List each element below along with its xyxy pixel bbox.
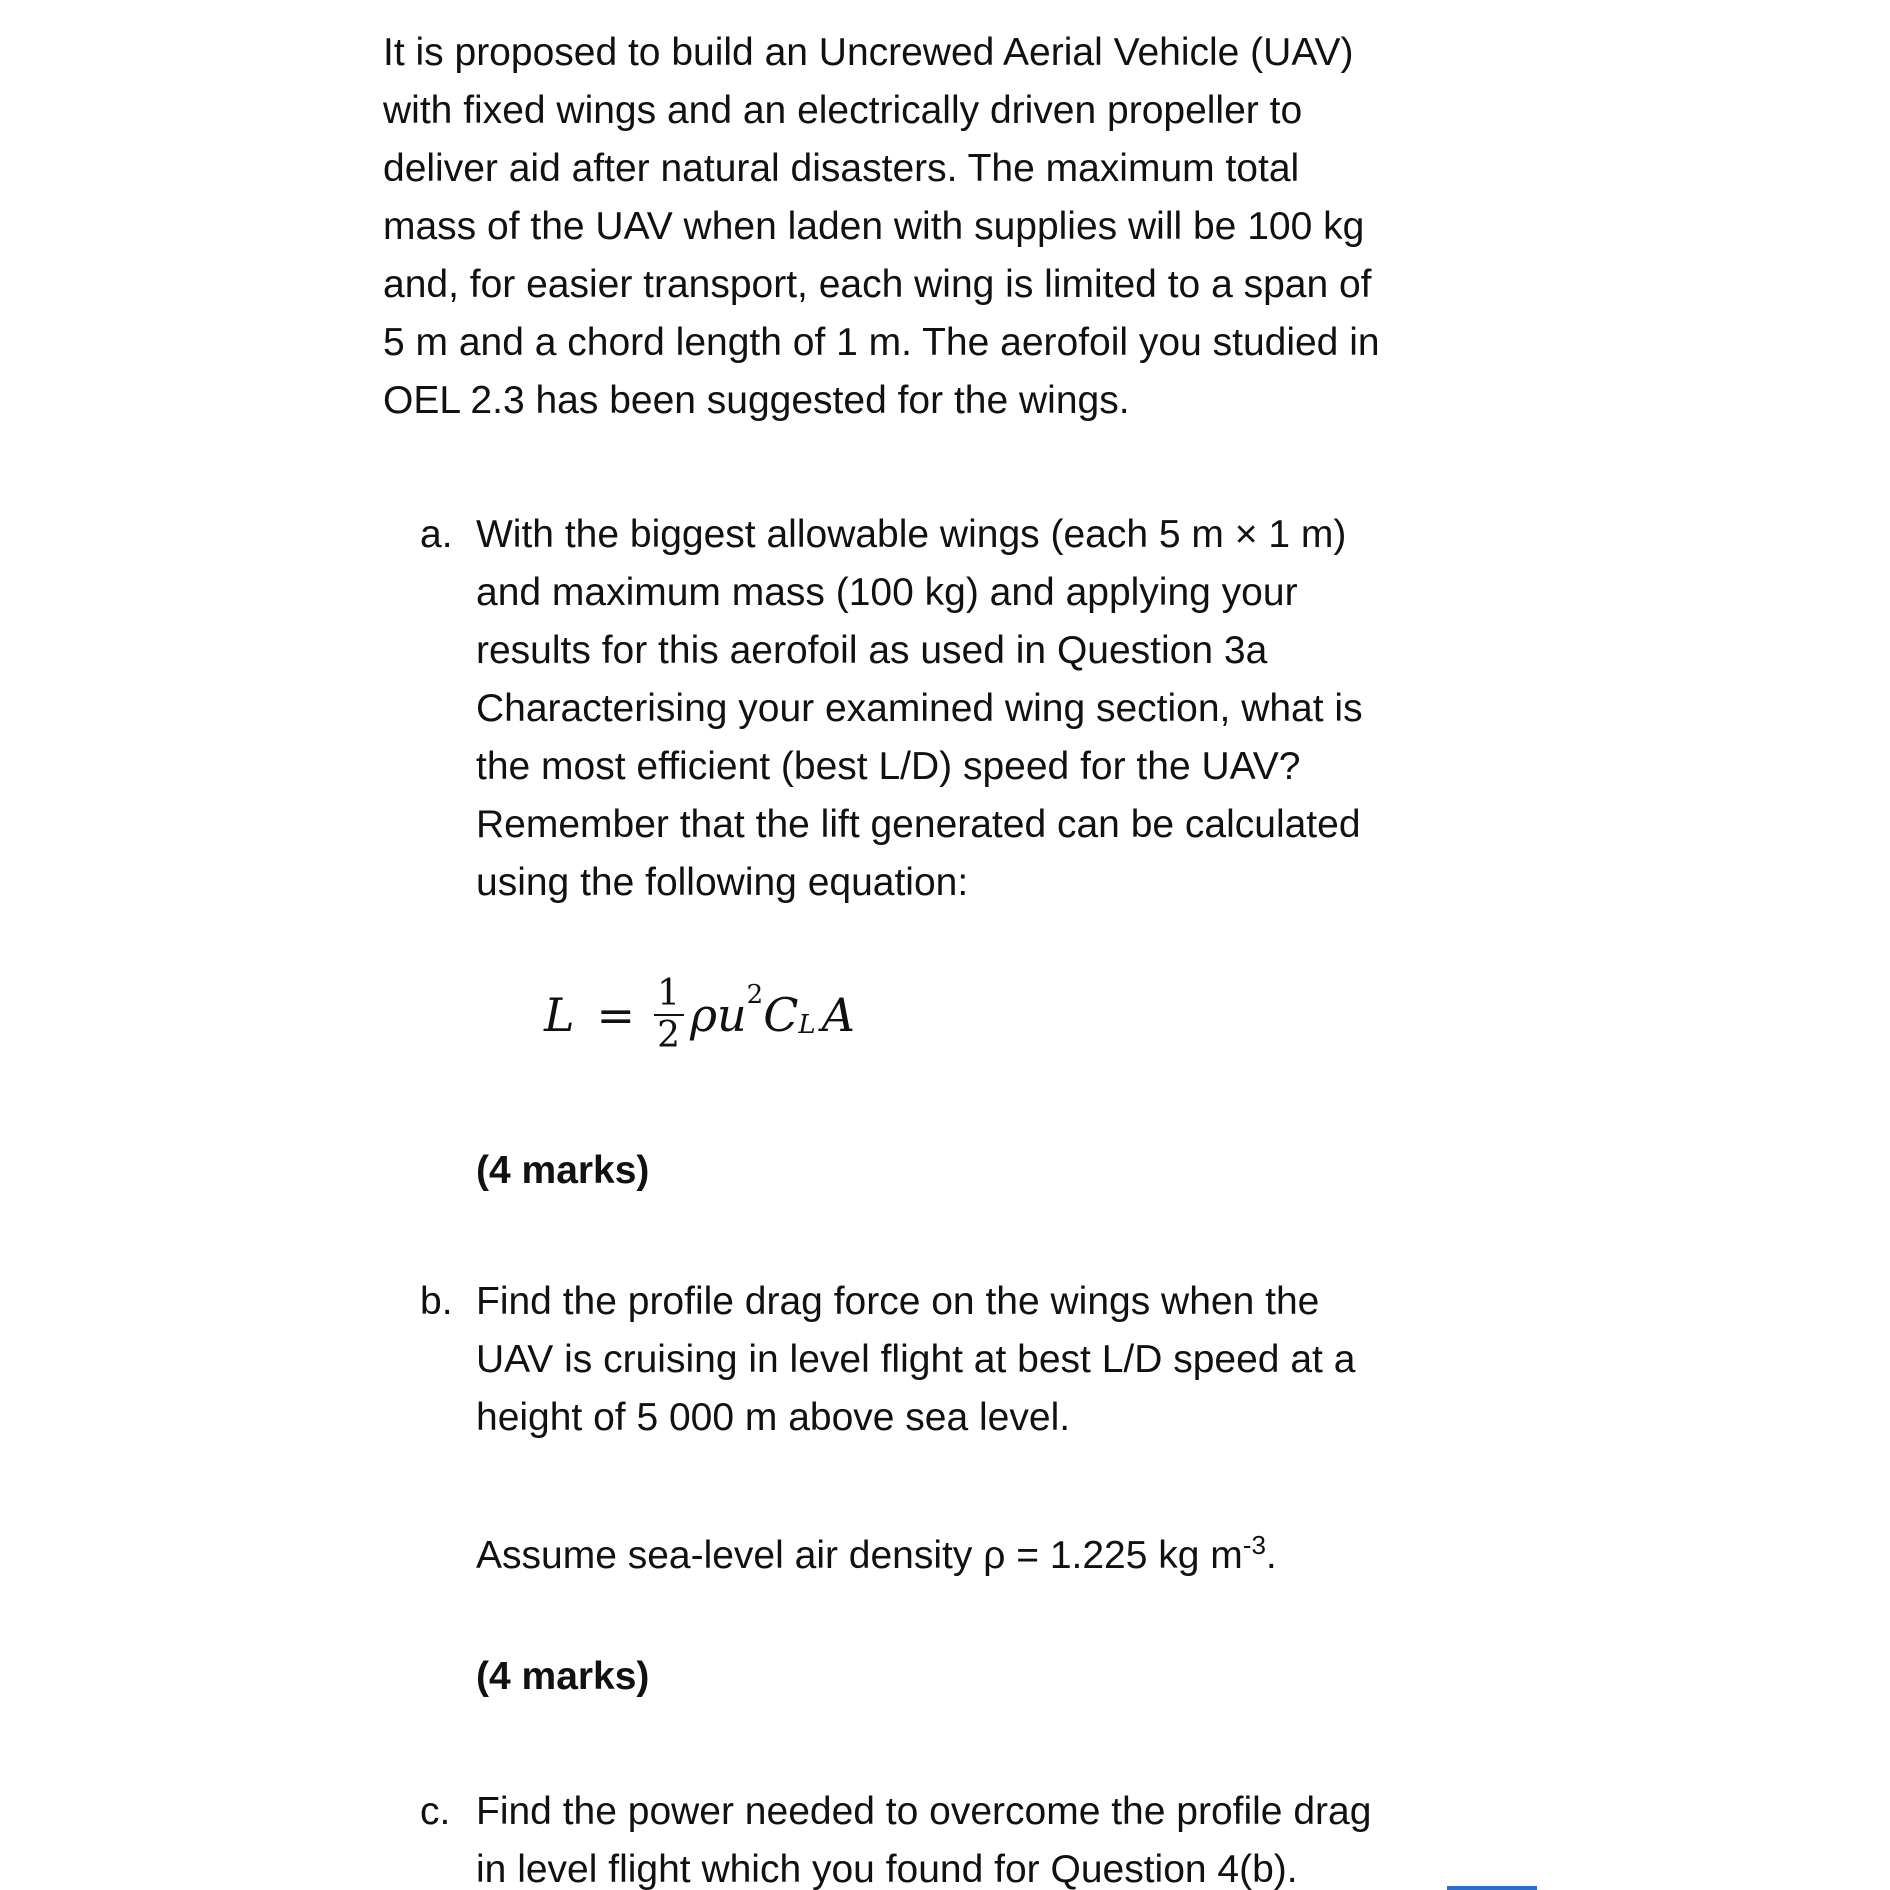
- question-a-marker: a.: [420, 513, 453, 556]
- fraction-numerator: 1: [657, 973, 680, 1014]
- equation-coefficient: C: [763, 988, 799, 1042]
- scroll-tab-indicator[interactable]: [1447, 1886, 1537, 1890]
- equation-area: A: [821, 988, 855, 1042]
- question-b-marks: (4 marks): [476, 1655, 650, 1698]
- question-c-body: [476, 1783, 1406, 1890]
- lift-equation: [544, 974, 855, 1056]
- question-a-marks: (4 marks): [476, 1149, 650, 1192]
- question-b-marks-wrap: [476, 1648, 1406, 1706]
- equation-lhs: L: [544, 988, 575, 1042]
- assumption-text: Assume sea-level air density ρ = 1.225 kg m: [476, 1534, 1243, 1577]
- assumption-exponent: -3: [1242, 1530, 1266, 1560]
- equation-fraction: [653, 974, 684, 1056]
- assumption-suffix: .: [1265, 1534, 1277, 1577]
- question-b-assumption: [476, 1516, 1406, 1585]
- fraction-denominator: 2: [657, 1015, 680, 1056]
- equation-coefficient-subscript: L: [798, 1010, 816, 1040]
- question-c-marker: c.: [420, 1790, 451, 1833]
- question-b-text: Find the profile drag force on the wings when the UAV is cruising in level flight at best L/D speed at a height of 5 000 m above sea level.: [476, 1280, 1356, 1439]
- question-c-text: Find the power needed to overcome the profile drag in level flight which you found for Question 4(b).: [476, 1790, 1372, 1890]
- question-a-body: [476, 506, 1406, 912]
- question-a-text: With the biggest allowable wings (each 5 m × 1 m) and maximum mass (100 kg) and applying your results for this aerofoil as used in Question 3a Characterising your examined wing section, what is the most efficient (best L/D) speed for the UAV? Remember that the lift generated can be calculated using the following equation:: [476, 513, 1363, 904]
- equation-rho-u: ρu: [690, 988, 747, 1042]
- assumption-line: [476, 1516, 1406, 1585]
- intro-paragraph: It is proposed to build an Uncrewed Aerial Vehicle (UAV) with fixed wings and an electrically driven propeller to deliver aid after natural disasters. The maximum total mass of the UAV when laden with supplies will be 100 kg and, for easier transport, each wing is limited to a span of 5 m and a chord length of 1 m. The aerofoil you studied in OEL 2.3 has been suggested for the wings.: [383, 31, 1380, 422]
- equation-equals: =: [596, 988, 636, 1042]
- equation-exponent: 2: [746, 980, 764, 1010]
- question-b-marker: b.: [420, 1280, 453, 1323]
- question-a-marks-wrap: [476, 1142, 1406, 1200]
- question-b-body: [476, 1273, 1406, 1447]
